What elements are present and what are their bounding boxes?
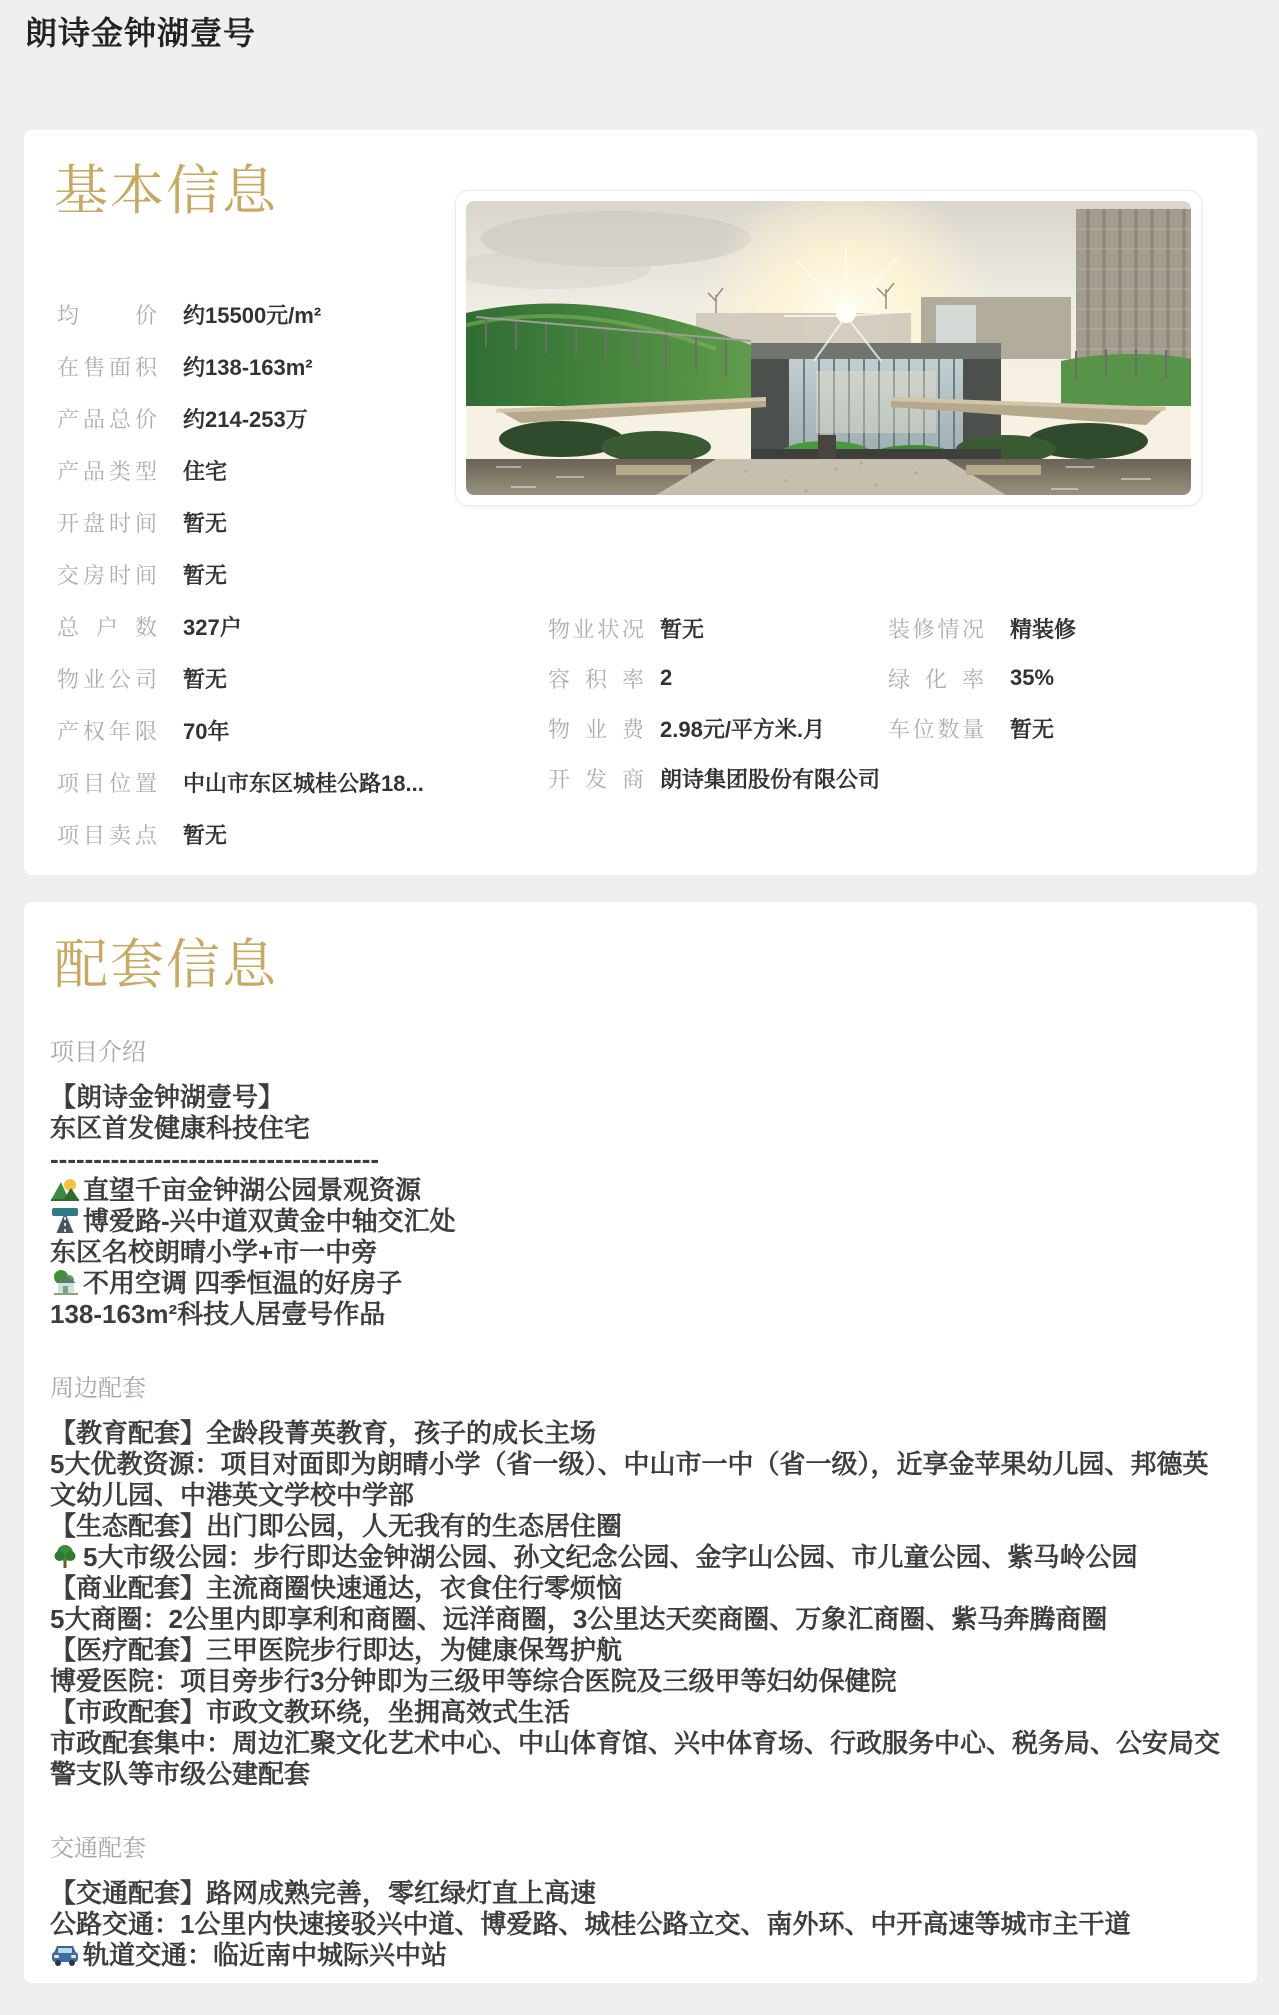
text-line-content: 【市政配套】市政文教环绕，坐拥高效式生活 (50, 1697, 571, 1727)
section-lines (50, 1878, 1225, 1971)
field-row (57, 808, 449, 860)
text-line-content: 直望千亩金钟湖公园景观资源 (83, 1175, 422, 1205)
field-label: 产品类型 (57, 458, 157, 484)
field-value: 朗诗集团股份有限公司 (660, 766, 881, 792)
field-row (888, 653, 1076, 703)
text-line-content: 市政配套集中：周边汇聚文化艺术中心、中山体育馆、兴中体育场、行政服务中心、税务局、公安局交警支队等市级公建配套 (50, 1728, 1221, 1789)
field-label: 开盘时间 (57, 510, 157, 536)
section-label: 项目介绍 (50, 1039, 146, 1066)
text-line (50, 1542, 1225, 1573)
property-photo-image (466, 201, 1191, 495)
field-label: 产品总价 (57, 406, 157, 432)
facility-section (50, 1828, 1242, 1971)
field-value: 2.98元/平方米.月 (660, 716, 826, 742)
field-value: 35% (1010, 665, 1055, 690)
field-row (888, 703, 1076, 753)
field-row (57, 652, 449, 704)
section-label: 周边配套 (50, 1375, 146, 1402)
tree-icon (50, 1543, 80, 1569)
text-line (50, 1909, 1225, 1940)
basic-info-card (24, 130, 1257, 875)
text-line (50, 1268, 1225, 1299)
field-label: 绿化率 (888, 666, 984, 692)
field-value: 住宅 (183, 458, 228, 484)
text-line (50, 1604, 1225, 1635)
text-line (50, 1237, 1225, 1268)
field-value: 约214-253万 (183, 406, 308, 432)
section-lines (50, 1418, 1225, 1790)
field-row (57, 496, 449, 548)
field-row (548, 603, 880, 653)
text-line (50, 1299, 1225, 1330)
text-line-content: 5大商圈：2公里内即享利和商圈、远洋商圈，3公里达天奕商圈、万象汇商圈、紫马奔腾商圈 (50, 1604, 1108, 1634)
motorway-icon (50, 1207, 80, 1233)
mountain-sunrise-icon (50, 1176, 80, 1202)
field-value: 约138-163m² (183, 354, 313, 380)
field-value: 暂无 (1010, 716, 1055, 742)
field-row (548, 753, 880, 803)
field-row (57, 600, 449, 652)
basic-info-right-col2 (888, 603, 1076, 753)
text-line (50, 1113, 1225, 1144)
text-line (50, 1418, 1225, 1449)
field-label: 容积率 (548, 666, 644, 692)
field-value: 70年 (183, 718, 230, 744)
field-value: 2 (660, 665, 673, 690)
field-value: 暂无 (183, 510, 228, 536)
field-label: 产权年限 (57, 718, 157, 744)
text-line-content: 【商业配套】主流商圈快速通达，衣食住行零烦恼 (50, 1573, 623, 1603)
text-line (50, 1175, 1225, 1206)
text-line-content: 东区名校朗晴小学+市一中旁 (50, 1237, 378, 1267)
field-row (548, 653, 880, 703)
facility-sections (50, 1032, 1242, 1971)
field-label: 总户数 (57, 614, 157, 640)
field-label: 开发商 (548, 766, 644, 792)
basic-info-left-fields (57, 288, 449, 860)
field-row (57, 340, 449, 392)
house-garden-icon (50, 1269, 80, 1295)
field-row (57, 548, 449, 600)
field-value: 327户 (183, 614, 242, 640)
field-label: 装修情况 (888, 616, 984, 642)
text-line-content: -------------------------------------- (50, 1144, 380, 1174)
field-value: 约15500元/m² (183, 302, 322, 328)
field-value: 暂无 (183, 562, 228, 588)
text-line (50, 1878, 1225, 1909)
field-row (57, 288, 449, 340)
field-row (888, 603, 1076, 653)
field-value: 暂无 (183, 666, 228, 692)
field-label: 项目卖点 (57, 822, 157, 848)
text-line-content: 【医疗配套】三甲医院步行即达，为健康保驾护航 (50, 1635, 623, 1665)
field-row (548, 703, 880, 753)
text-line-content: 不用空调 四季恒温的好房子 (83, 1268, 403, 1298)
field-label: 交房时间 (57, 562, 157, 588)
text-line-content: 5大优教资源：项目对面即为朗晴小学（省一级）、中山市一中（省一级），近享金苹果幼儿园、邦德英文幼儿园、中港英文学校中学部 (50, 1449, 1209, 1510)
field-value: 中山市东区城桂公路18... (183, 770, 424, 796)
field-row (57, 704, 449, 756)
facilities-heading: 配套信息 (54, 935, 278, 995)
section-lines (50, 1082, 1225, 1330)
field-label: 车位数量 (888, 716, 984, 742)
text-line (50, 1449, 1225, 1511)
text-line-content: 【交通配套】路网成熟完善，零红绿灯直上高速 (50, 1878, 597, 1908)
field-label: 项目位置 (57, 770, 157, 796)
field-value: 精装修 (1010, 616, 1077, 642)
text-line-content: 【生态配套】出门即公园，人无我有的生态居住圈 (50, 1511, 623, 1541)
field-label: 物业费 (548, 716, 644, 742)
text-line-content: 博爱医院：项目旁步行3分钟即为三级甲等综合医院及三级甲等妇幼保健院 (50, 1666, 897, 1696)
facility-section (50, 1368, 1242, 1790)
text-line (50, 1940, 1225, 1971)
text-line-content: 东区首发健康科技住宅 (50, 1113, 311, 1143)
basic-info-heading: 基本信息 (54, 161, 278, 221)
text-line-content: 公路交通：1公里内快速接驳兴中道、博爱路、城桂公路立交、南外环、中开高速等城市主干道 (50, 1909, 1131, 1939)
property-photo[interactable] (455, 190, 1202, 506)
text-line (50, 1697, 1225, 1728)
text-line (50, 1511, 1225, 1542)
field-value: 暂无 (183, 822, 228, 848)
field-row (57, 392, 449, 444)
facility-section (50, 1032, 1242, 1330)
field-row (57, 444, 449, 496)
text-line-content: 【朗诗金钟湖壹号】 (50, 1082, 285, 1112)
text-line (50, 1082, 1225, 1113)
text-line (50, 1635, 1225, 1666)
field-label: 均价 (57, 302, 157, 328)
field-label: 物业公司 (57, 666, 157, 692)
field-value: 暂无 (660, 616, 705, 642)
text-line (50, 1573, 1225, 1604)
text-line (50, 1206, 1225, 1237)
text-line (50, 1728, 1225, 1790)
text-line-content: 【教育配套】全龄段菁英教育，孩子的成长主场 (50, 1418, 597, 1448)
text-line-content: 博爱路-兴中道双黄金中轴交汇处 (83, 1206, 456, 1236)
text-line-content: 轨道交通：临近南中城际兴中站 (83, 1940, 448, 1970)
page-title: 朗诗金钟湖壹号 (25, 15, 257, 51)
text-line (50, 1666, 1225, 1697)
text-line-content: 138-163m²科技人居壹号作品 (50, 1299, 386, 1329)
car-icon (50, 1941, 80, 1967)
field-label: 在售面积 (57, 354, 157, 380)
text-line (50, 1144, 1225, 1175)
field-row (57, 756, 449, 808)
section-label: 交通配套 (50, 1835, 146, 1862)
basic-info-right-col1 (548, 603, 880, 803)
facilities-card (24, 902, 1257, 1983)
text-line-content: 5大市级公园：步行即达金钟湖公园、孙文纪念公园、金字山公园、市儿童公园、紫马岭公园 (83, 1542, 1138, 1572)
field-label: 物业状况 (548, 616, 644, 642)
